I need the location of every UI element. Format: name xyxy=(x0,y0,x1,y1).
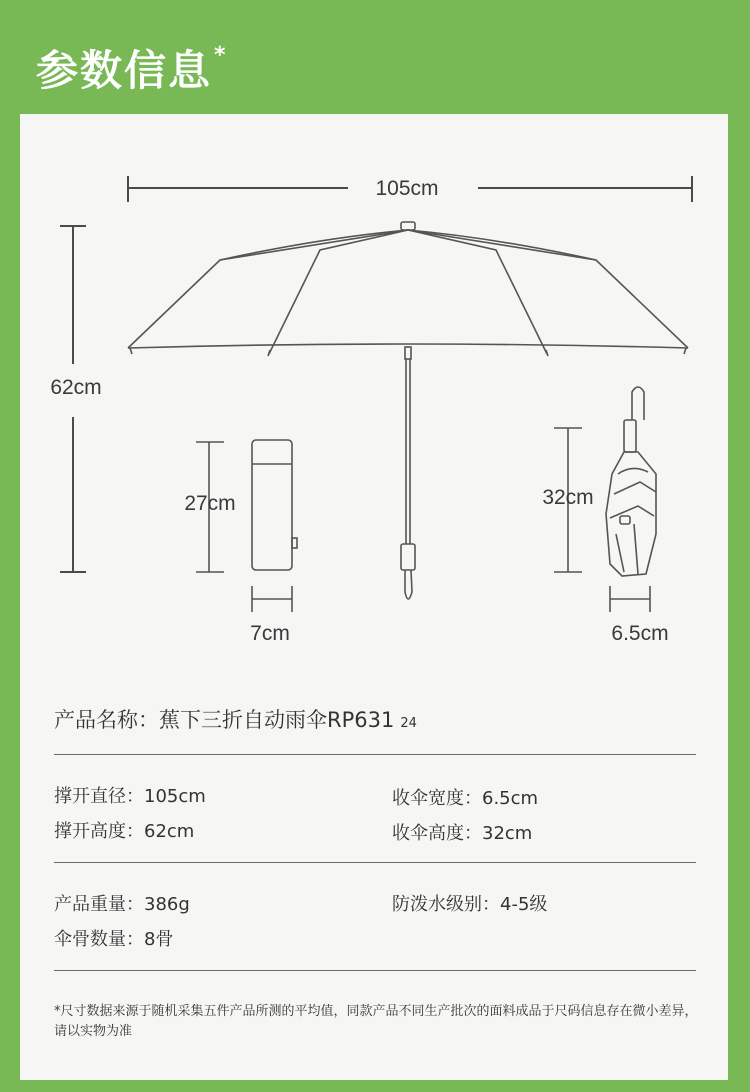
page-title: 参数信息* xyxy=(36,43,228,95)
closed-width-label: 6.5cm xyxy=(611,622,669,645)
spec-weight: 产品重量：386g xyxy=(54,894,190,915)
divider xyxy=(54,754,696,755)
spec-card xyxy=(20,114,728,1080)
open-height-label: 62cm xyxy=(50,376,102,399)
footnote-mark: * xyxy=(214,43,228,68)
umbrella-dimension-diagram xyxy=(20,114,728,674)
disclaimer-note: *尺寸数据来源于随机采集五件产品所测的平均值，同款产品不同生产批次的面料成品于尺码信息存在微小差异，请以实物为准 xyxy=(54,1004,698,1039)
spec-closed-height: 收伞高度：32cm xyxy=(392,823,533,844)
spec-ribs: 伞骨数量：8骨 xyxy=(54,929,174,950)
open-width-label: 105cm xyxy=(375,177,439,200)
divider xyxy=(54,862,696,863)
closed-height-label: 32cm xyxy=(542,486,594,509)
height-dimension-line xyxy=(60,226,86,572)
spec-open-diameter: 撑开直径：105cm xyxy=(54,786,206,807)
umbrella-case xyxy=(196,440,297,612)
product-name: 产品名称：蕉下三折自动雨伞RP631 24 xyxy=(54,708,417,732)
spec-open-height: 撑开高度：62cm xyxy=(54,821,195,842)
divider xyxy=(54,970,696,971)
case-height-label: 27cm xyxy=(184,492,236,515)
spec-waterproof: 防泼水级别：4-5级 xyxy=(392,894,548,915)
case-width-label: 7cm xyxy=(250,622,290,645)
open-umbrella xyxy=(128,222,688,599)
spec-closed-width: 收伞宽度：6.5cm xyxy=(392,788,539,809)
